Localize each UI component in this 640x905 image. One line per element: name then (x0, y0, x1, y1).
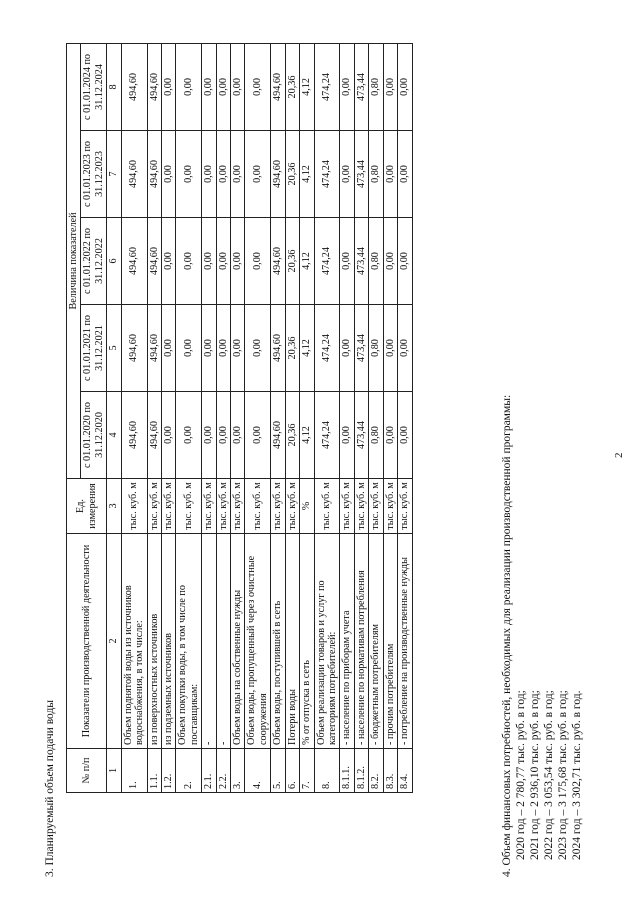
value-cell: 0,00 (202, 131, 216, 218)
value-cell: 0,00 (340, 305, 354, 392)
table-row (354, 43, 368, 792)
finance-line: 2020 год – 2 780,77 тыс. руб. в год; (515, 690, 528, 860)
column-number: 6 (107, 218, 121, 305)
table-row (383, 43, 397, 792)
table-row (216, 43, 230, 792)
value-cell: 0,00 (202, 43, 216, 130)
column-number: 7 (107, 131, 121, 218)
column-number: 5 (107, 305, 121, 392)
header-values-group: Величина показателей (67, 43, 81, 478)
value-cell: 494,60 (147, 43, 161, 130)
value-cell: 0,00 (398, 43, 412, 130)
value-cell: 0,80 (369, 305, 383, 392)
value-cell: 0,00 (383, 43, 397, 130)
row-number-cell: 6. (285, 749, 299, 793)
table-row (340, 43, 354, 792)
indicator-name-cell: - прочим потребителям (383, 534, 397, 749)
value-cell: 494,60 (271, 43, 285, 130)
table-row (271, 43, 285, 792)
value-cell: 494,60 (271, 218, 285, 305)
unit-cell: тыс. куб. м (161, 479, 175, 534)
value-cell: 0,00 (176, 218, 202, 305)
unit-cell: тыс. куб. м (314, 479, 340, 534)
row-number-cell: 1.1. (147, 749, 161, 793)
value-cell: 0,80 (369, 131, 383, 218)
value-cell: 494,60 (121, 392, 147, 479)
value-cell: 0,00 (161, 392, 175, 479)
value-cell: 4,12 (300, 131, 314, 218)
value-cell: 4,12 (300, 305, 314, 392)
table-row (398, 43, 412, 792)
unit-cell: тыс. куб. м (147, 479, 161, 534)
finance-section (500, 395, 584, 877)
value-cell: 0,00 (231, 305, 245, 392)
value-cell: 0,00 (216, 218, 230, 305)
column-number: 2 (107, 534, 121, 749)
column-number: 3 (107, 479, 121, 534)
value-cell: 0,00 (202, 218, 216, 305)
indicator-name-cell: Объем воды, пропущенный через очистные сооружения (245, 534, 271, 749)
row-number-cell: 7. (300, 749, 314, 793)
value-cell: 0,00 (176, 305, 202, 392)
supply-volume-table (66, 43, 413, 793)
row-number-cell: 1. (121, 749, 147, 793)
unit-cell: тыс. куб. м (121, 479, 147, 534)
value-cell: 0,00 (340, 43, 354, 130)
unit-cell: тыс. куб. м (245, 479, 271, 534)
value-cell: 0,00 (202, 305, 216, 392)
value-cell: 20,36 (285, 43, 299, 130)
finance-title: 4. Объем финансовых потребностей, необходимых для реализации производственной программы: (501, 394, 513, 877)
row-number-cell: 4. (245, 749, 271, 793)
indicator-name-cell: - население по приборам учета (340, 534, 354, 749)
page-number: 2 (613, 452, 625, 458)
value-cell: 494,60 (121, 305, 147, 392)
table-row (161, 43, 175, 792)
value-cell: 20,36 (285, 305, 299, 392)
table-row (121, 43, 147, 792)
value-cell: 494,60 (147, 131, 161, 218)
unit-cell: % (300, 479, 314, 534)
value-cell: 4,12 (300, 218, 314, 305)
finance-line: 2023 год – 3 175,68 тыс. руб. в год; (557, 690, 570, 860)
unit-cell: тыс. куб. м (369, 479, 383, 534)
value-cell: 0,00 (383, 218, 397, 305)
value-cell: 473,44 (354, 43, 368, 130)
value-cell: 0,00 (216, 305, 230, 392)
value-cell: 20,36 (285, 131, 299, 218)
header-unit: Ед. измерения (67, 479, 107, 534)
indicator-name-cell: - бюджетным потребителям (369, 534, 383, 749)
indicator-name-cell: из поверхностных источников (147, 534, 161, 749)
value-cell: 494,60 (147, 218, 161, 305)
header-period-2020: с 01.01.2020 по 31.12.2020 (81, 392, 107, 479)
value-cell: 494,60 (147, 392, 161, 479)
value-cell: 0,00 (161, 43, 175, 130)
row-number-cell: 8.3. (383, 749, 397, 793)
value-cell: 473,44 (354, 305, 368, 392)
row-number-cell: 8.4. (398, 749, 412, 793)
header-row-number: № п/п (67, 749, 107, 793)
value-cell: 494,60 (121, 218, 147, 305)
column-number: 8 (107, 43, 121, 130)
indicator-name-cell: - (202, 534, 216, 749)
value-cell: 0,00 (245, 218, 271, 305)
indicator-name-cell: Объем поднятой воды из источников водоснабжения, в том числе: (121, 534, 147, 749)
value-cell: 494,60 (271, 305, 285, 392)
table-row (285, 43, 299, 792)
unit-cell: тыс. куб. м (202, 479, 216, 534)
header-period-2022: с 01.01.2022 по 31.12.2022 (81, 218, 107, 305)
unit-cell: тыс. куб. м (176, 479, 202, 534)
table-row (176, 43, 202, 792)
value-cell: 0,00 (216, 131, 230, 218)
value-cell: 0,00 (383, 131, 397, 218)
value-cell: 0,00 (398, 392, 412, 479)
value-cell: 0,00 (161, 131, 175, 218)
value-cell: 0,00 (231, 392, 245, 479)
value-cell: 0,00 (398, 305, 412, 392)
value-cell: 474,24 (314, 305, 340, 392)
row-number-cell: 2. (176, 749, 202, 793)
value-cell: 0,00 (398, 131, 412, 218)
indicator-name-cell: Объем воды, поступившей в сеть (271, 534, 285, 749)
value-cell: 0,80 (369, 218, 383, 305)
value-cell: 0,80 (369, 43, 383, 130)
value-cell: 0,00 (231, 218, 245, 305)
row-number-cell: 8.2. (369, 749, 383, 793)
unit-cell: тыс. куб. м (398, 479, 412, 534)
table-row (369, 43, 383, 792)
row-number-cell: 5. (271, 749, 285, 793)
table-row (231, 43, 245, 792)
table-row (202, 43, 216, 792)
value-cell: 0,80 (369, 392, 383, 479)
value-cell: 0,00 (202, 392, 216, 479)
value-cell: 0,00 (398, 218, 412, 305)
indicator-name-cell: - население по нормативам потребления (354, 534, 368, 749)
table-row (245, 43, 271, 792)
indicator-name-cell: - (216, 534, 230, 749)
value-cell: 0,00 (231, 43, 245, 130)
column-number: 4 (107, 392, 121, 479)
value-cell: 0,00 (245, 131, 271, 218)
value-cell: 0,00 (245, 392, 271, 479)
indicator-name-cell: из подземных источников (161, 534, 175, 749)
value-cell: 0,00 (176, 43, 202, 130)
indicator-name-cell: Потери воды (285, 534, 299, 749)
value-cell: 473,44 (354, 131, 368, 218)
unit-cell: тыс. куб. м (383, 479, 397, 534)
value-cell: 0,00 (231, 131, 245, 218)
unit-cell: тыс. куб. м (285, 479, 299, 534)
indicator-name-cell: Объем реализации товаров и услуг по категориям потребителей: (314, 534, 340, 749)
row-number-cell: 8.1.2. (354, 749, 368, 793)
value-cell: 473,44 (354, 218, 368, 305)
table-row (300, 43, 314, 792)
section-title: 3. Планируемый объем подачи воды (44, 699, 56, 877)
value-cell: 0,00 (161, 218, 175, 305)
value-cell: 474,24 (314, 43, 340, 130)
value-cell: 0,00 (383, 392, 397, 479)
value-cell: 474,24 (314, 218, 340, 305)
table-body (107, 43, 412, 792)
value-cell: 0,00 (176, 392, 202, 479)
finance-line: 2022 год – 3 053,54 тыс. руб. в год; (543, 690, 556, 860)
table-row (147, 43, 161, 792)
column-number-row (107, 43, 121, 792)
value-cell: 20,36 (285, 218, 299, 305)
unit-cell: тыс. куб. м (271, 479, 285, 534)
value-cell: 0,00 (340, 131, 354, 218)
unit-cell: тыс. куб. м (340, 479, 354, 534)
indicator-name-cell: Объем воды на собственные нужды (231, 534, 245, 749)
row-number-cell: 2.2. (216, 749, 230, 793)
value-cell: 494,60 (147, 305, 161, 392)
row-number-cell: 2.1. (202, 749, 216, 793)
header-period-2023: с 01.01.2023 по 31.12.2023 (81, 131, 107, 218)
value-cell: 474,24 (314, 131, 340, 218)
finance-line: 2021 год – 2 936,10 тыс. руб. в год; (529, 690, 542, 860)
header-indicator: Показатели производственной деятельности (67, 534, 107, 749)
header-period-2021: с 01.01.2021 по 31.12.2021 (81, 305, 107, 392)
value-cell: 494,60 (121, 43, 147, 130)
value-cell: 0,00 (340, 392, 354, 479)
row-number-cell: 3. (231, 749, 245, 793)
value-cell: 494,60 (271, 131, 285, 218)
indicator-name-cell: - потребление на производственные нужды (398, 534, 412, 749)
row-number-cell: 1.2. (161, 749, 175, 793)
finance-line: 2024 год – 3 302,71 тыс. руб. в год. (571, 690, 584, 860)
value-cell: 0,00 (216, 43, 230, 130)
value-cell: 4,12 (300, 392, 314, 479)
value-cell: 473,44 (354, 392, 368, 479)
indicator-name-cell: % от отпуска в сеть (300, 534, 314, 749)
value-cell: 0,00 (245, 305, 271, 392)
value-cell: 0,00 (245, 43, 271, 130)
row-number-cell: 8.1.1. (340, 749, 354, 793)
table-row (314, 43, 340, 792)
value-cell: 0,00 (216, 392, 230, 479)
value-cell: 0,00 (383, 305, 397, 392)
value-cell: 494,60 (271, 392, 285, 479)
indicator-name-cell: Объем покупки воды, в том числе по поставщикам: (176, 534, 202, 749)
value-cell: 0,00 (176, 131, 202, 218)
row-number-cell: 8. (314, 749, 340, 793)
value-cell: 494,60 (121, 131, 147, 218)
value-cell: 474,24 (314, 392, 340, 479)
value-cell: 0,00 (340, 218, 354, 305)
unit-cell: тыс. куб. м (354, 479, 368, 534)
value-cell: 0,00 (161, 305, 175, 392)
unit-cell: тыс. куб. м (216, 479, 230, 534)
value-cell: 20,36 (285, 392, 299, 479)
unit-cell: тыс. куб. м (231, 479, 245, 534)
value-cell: 4,12 (300, 43, 314, 130)
header-period-2024: с 01.01.2024 по 31.12.2024 (81, 43, 107, 130)
column-number: 1 (107, 749, 121, 793)
